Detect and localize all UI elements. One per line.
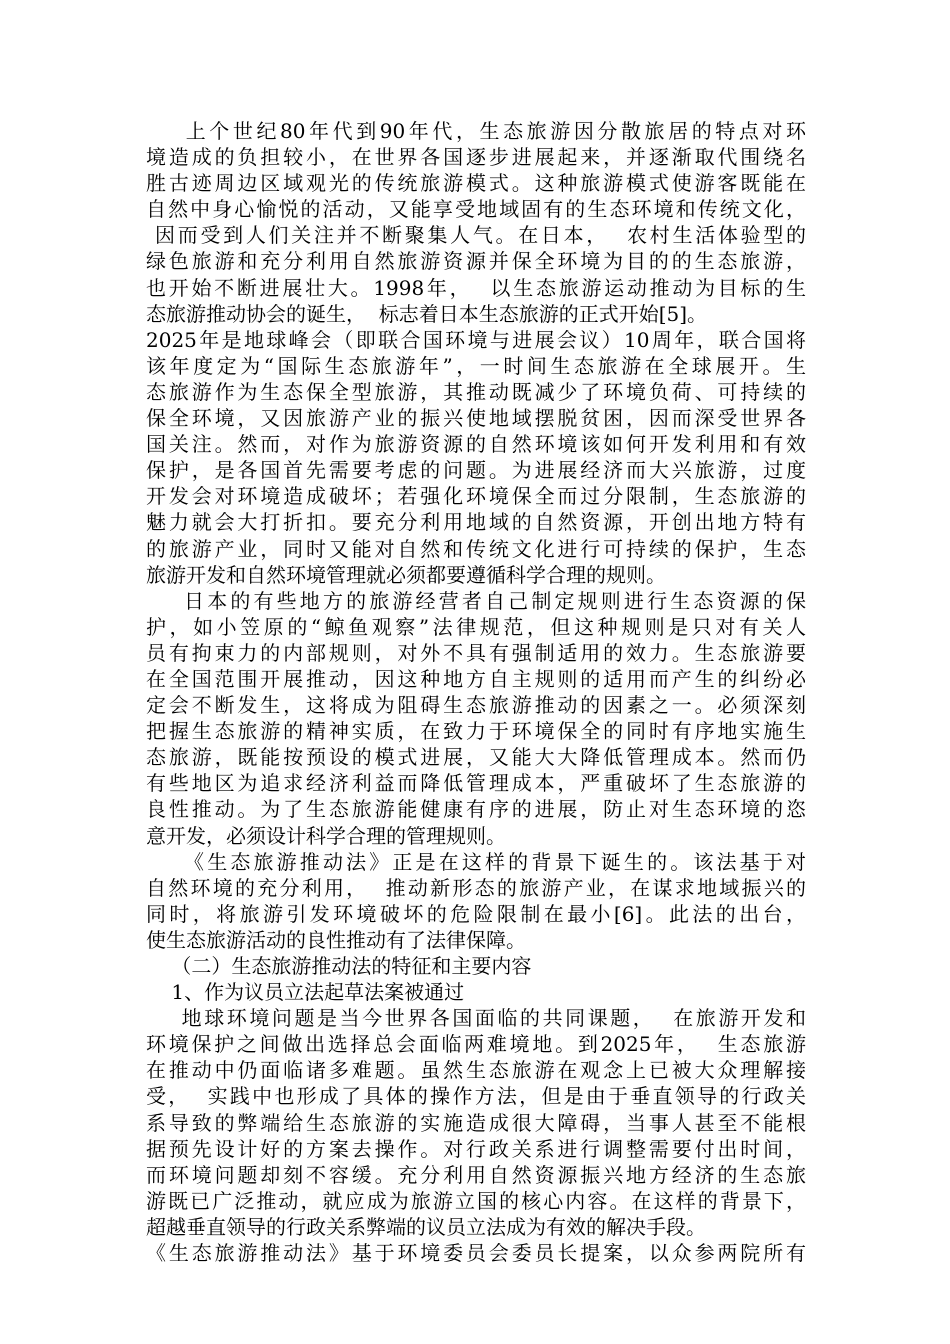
text-line: 也开始不断进展壮大。1998年， 以生态旅游运动推动为目标的生: [146, 275, 806, 300]
text-line: 《生态旅游推动法》正是在这样的背景下诞生的。该法基于对: [146, 849, 806, 874]
text-line: 自然中身心愉悦的活动，又能享受地域固有的生态环境和传统文化，: [146, 197, 806, 222]
text-line: 2025年是地球峰会（即联合国环境与进展会议）10周年，联合国将: [146, 327, 806, 352]
text-line: 系导致的弊端给生态旅游的实施造成很大障碍，当事人甚至不能根: [146, 1110, 806, 1135]
text-line: 游既已广泛推动，就应成为旅游立国的核心内容。在这样的背景下，: [146, 1188, 806, 1213]
text-line: 胜古迹周边区域观光的传统旅游模式。这种旅游模式使游客既能在: [146, 171, 806, 196]
text-line: 在推动中仍面临诸多难题。虽然生态旅游在观念上已被大众理解接: [146, 1058, 806, 1083]
text-line: 保护，是各国首先需要考虑的问题。为进展经济而大兴旅游，过度: [146, 458, 806, 483]
text-line: 的旅游产业，同时又能对自然和传统文化进行可持续的保护，生态: [146, 536, 806, 561]
text-line: 旅游开发和自然环境管理就必须都要遵循科学合理的规则。: [146, 562, 666, 587]
text-line: 据预先设计好的方案去操作。对行政关系进行调整需要付出时间，: [146, 1136, 806, 1161]
text-line: 地球环境问题是当今世界各国面临的共同课题， 在旅游开发和: [146, 1006, 806, 1031]
text-line: 魅力就会大打折扣。要充分利用地域的自然资源，开创出地方特有: [146, 510, 806, 535]
text-line: 在全国范围开展推动，因这种地方自主规则的适用而产生的纠纷必: [146, 666, 806, 691]
text-line: 而环境问题却刻不容缓。充分利用自然资源振兴地方经济的生态旅: [146, 1162, 806, 1187]
text-line: 开发会对环境造成破坏；若强化环境保全而过分限制，生态旅游的: [146, 484, 806, 509]
text-line: 因而受到人们关注并不断聚集人气。在日本， 农村生活体验型的: [146, 223, 806, 248]
text-line: 把握生态旅游的精神实质，在致力于环境保全的同时有序地实施生: [146, 719, 806, 744]
text-line: 《生态旅游推动法》基于环境委员会委员长提案，以众参两院所有: [146, 1241, 806, 1266]
text-line: 意开发，必须设计科学合理的管理规则。: [146, 823, 506, 848]
text-line: 态旅游推动协会的诞生， 标志着日本生态旅游的正式开始[5]。: [146, 301, 708, 326]
text-line: 国关注。然而，对作为旅游资源的自然环境该如何开发利用和有效: [146, 432, 806, 457]
document-page: [146, 118, 806, 1266]
text-line: 使生态旅游活动的良性推动有了法律保障。: [146, 927, 526, 952]
text-line: 保全环境，又因旅游产业的振兴使地域摆脱贫困，因而深受世界各: [146, 406, 806, 431]
text-line: 有些地区为追求经济利益而降低管理成本，严重破坏了生态旅游的: [146, 771, 806, 796]
text-line: 态旅游作为生态保全型旅游，其推动既减少了环境负荷、可持续的: [146, 379, 806, 404]
text-line: 态旅游，既能按预设的模式进展，又能大大降低管理成本。然而仍: [146, 745, 806, 770]
text-line: 护，如小笠原的“鲸鱼观察”法律规范，但这种规则是只对有关人: [146, 614, 806, 639]
text-line: 1、作为议员立法起草法案被通过: [146, 980, 465, 1005]
text-line: 受， 实践中也形成了具体的操作方法，但是由于垂直领导的行政关: [146, 1084, 806, 1109]
text-line: 该年度定为“国际生态旅游年”，一时间生态旅游在全球展开。生: [146, 353, 806, 378]
text-line: 良性推动。为了生态旅游能健康有序的进展，防止对生态环境的恣: [146, 797, 806, 822]
text-line: 绿色旅游和充分利用自然旅游资源并保全环境为目的的生态旅游，: [146, 249, 806, 274]
text-line: 环境保护之间做出选择总会面临两难境地。到2025年， 生态旅游: [146, 1032, 806, 1057]
text-line: 日本的有些地方的旅游经营者自己制定规则进行生态资源的保: [146, 588, 806, 613]
text-line: （二）生态旅游推动法的特征和主要内容: [146, 954, 532, 978]
text-line: 境造成的负担较小，在世界各国逐步进展起来，并逐渐取代围绕名: [146, 145, 806, 170]
text-line: 员有拘束力的内部规则，对外不具有强制适用的效力。生态旅游要: [146, 640, 806, 665]
text-line: 自然环境的充分利用， 推动新形态的旅游产业，在谋求地域振兴的: [146, 875, 806, 900]
text-line: 超越垂直领导的行政关系弊端的议员立法成为有效的解决手段。: [146, 1214, 706, 1239]
text-line: 上个世纪80年代到90年代，生态旅游因分散旅居的特点对环: [146, 119, 806, 143]
text-line: 同时，将旅游引发环境破坏的危险限制在最小[6]。此法的出台，: [146, 901, 806, 926]
text-line: 定会不断发生，这将成为阻碍生态旅游推动的因素之一。必须深刻: [146, 693, 806, 718]
